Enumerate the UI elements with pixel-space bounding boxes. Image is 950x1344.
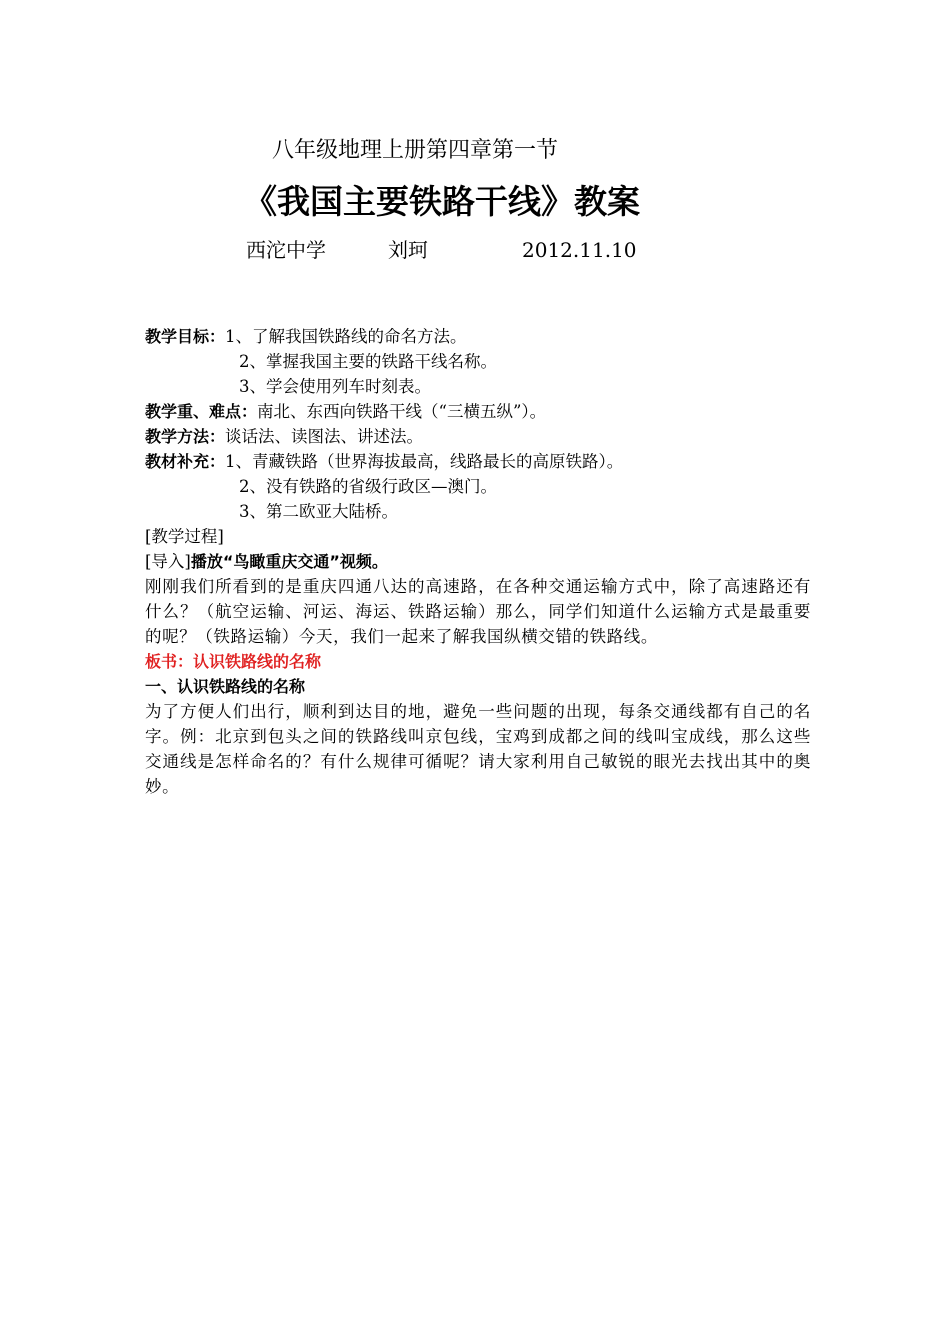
supplement-item: 1、青藏铁路（世界海拔最高，线路最长的高原铁路）。: [225, 452, 624, 471]
supplement-label: 教材补充：: [145, 452, 226, 471]
objectives-row: [145, 324, 811, 349]
objective-item-row: [145, 349, 811, 374]
supplement-row: [145, 449, 811, 474]
objective-item: 1、了解我国铁路线的命名方法。: [225, 327, 467, 346]
lesson-body: [145, 324, 811, 799]
objectives-label: 教学目标：: [145, 327, 226, 346]
methods-text: 谈话法、读图法、讲述法。: [225, 427, 424, 446]
intro-row: [145, 549, 811, 574]
document-date: 2012.11.10: [522, 238, 637, 262]
objective-item: 3、学会使用列车时刻表。: [239, 377, 431, 396]
section-title: 一、认识铁路线的名称: [145, 677, 306, 696]
document-subtitle: 八年级地理上册第四章第一节: [272, 138, 559, 163]
objective-item-row: [145, 374, 811, 399]
supplement-item: 2、没有铁路的省级行政区—澳门。: [239, 477, 497, 496]
byline: [246, 236, 637, 264]
key-points-label: 教学重、难点：: [145, 402, 258, 421]
process-heading: [教学过程]: [145, 527, 224, 546]
intro-text: 播放“鸟瞰重庆交通”视频。: [190, 552, 388, 571]
supplement-item: 3、第二欧亚大陆桥。: [239, 502, 398, 521]
methods-label: 教学方法：: [145, 427, 226, 446]
supplement-item-row: [145, 499, 811, 524]
key-points-row: [145, 399, 811, 424]
objective-item: 2、掌握我国主要的铁路干线名称。: [239, 352, 497, 371]
author-name: 刘珂: [388, 238, 428, 262]
methods-row: [145, 424, 811, 449]
intro-label: [导入]: [145, 552, 191, 571]
supplement-item-row: [145, 474, 811, 499]
key-points-text: 南北、东西向铁路干线（“三横五纵”）。: [257, 402, 547, 421]
section-paragraph: 为了方便人们出行，顺利到达目的地，避免一些问题的出现，每条交通线都有自己的名字。例：北京到包头之间的铁路线叫京包线，宝鸡到成都之间的线叫宝成线，那么这些交通线是怎样命名的？有什么规律可循呢？请大家利用自己敏锐的眼光去找出其中的奥妙。: [145, 702, 811, 796]
board-note: 板书：认识铁路线的名称: [145, 652, 322, 671]
intro-paragraph: 刚刚我们所看到的是重庆四通八达的高速路，在各种交通运输方式中，除了高速路还有什么？（航空运输、河运、海运、铁路运输）那么，同学们知道什么运输方式是最重要的呢？（铁路运输）今天，我们一起来了解我国纵横交错的铁路线。: [145, 577, 811, 646]
school-name: 西沱中学: [246, 238, 326, 262]
document-title: 《我国主要铁路干线》教案: [244, 182, 640, 221]
